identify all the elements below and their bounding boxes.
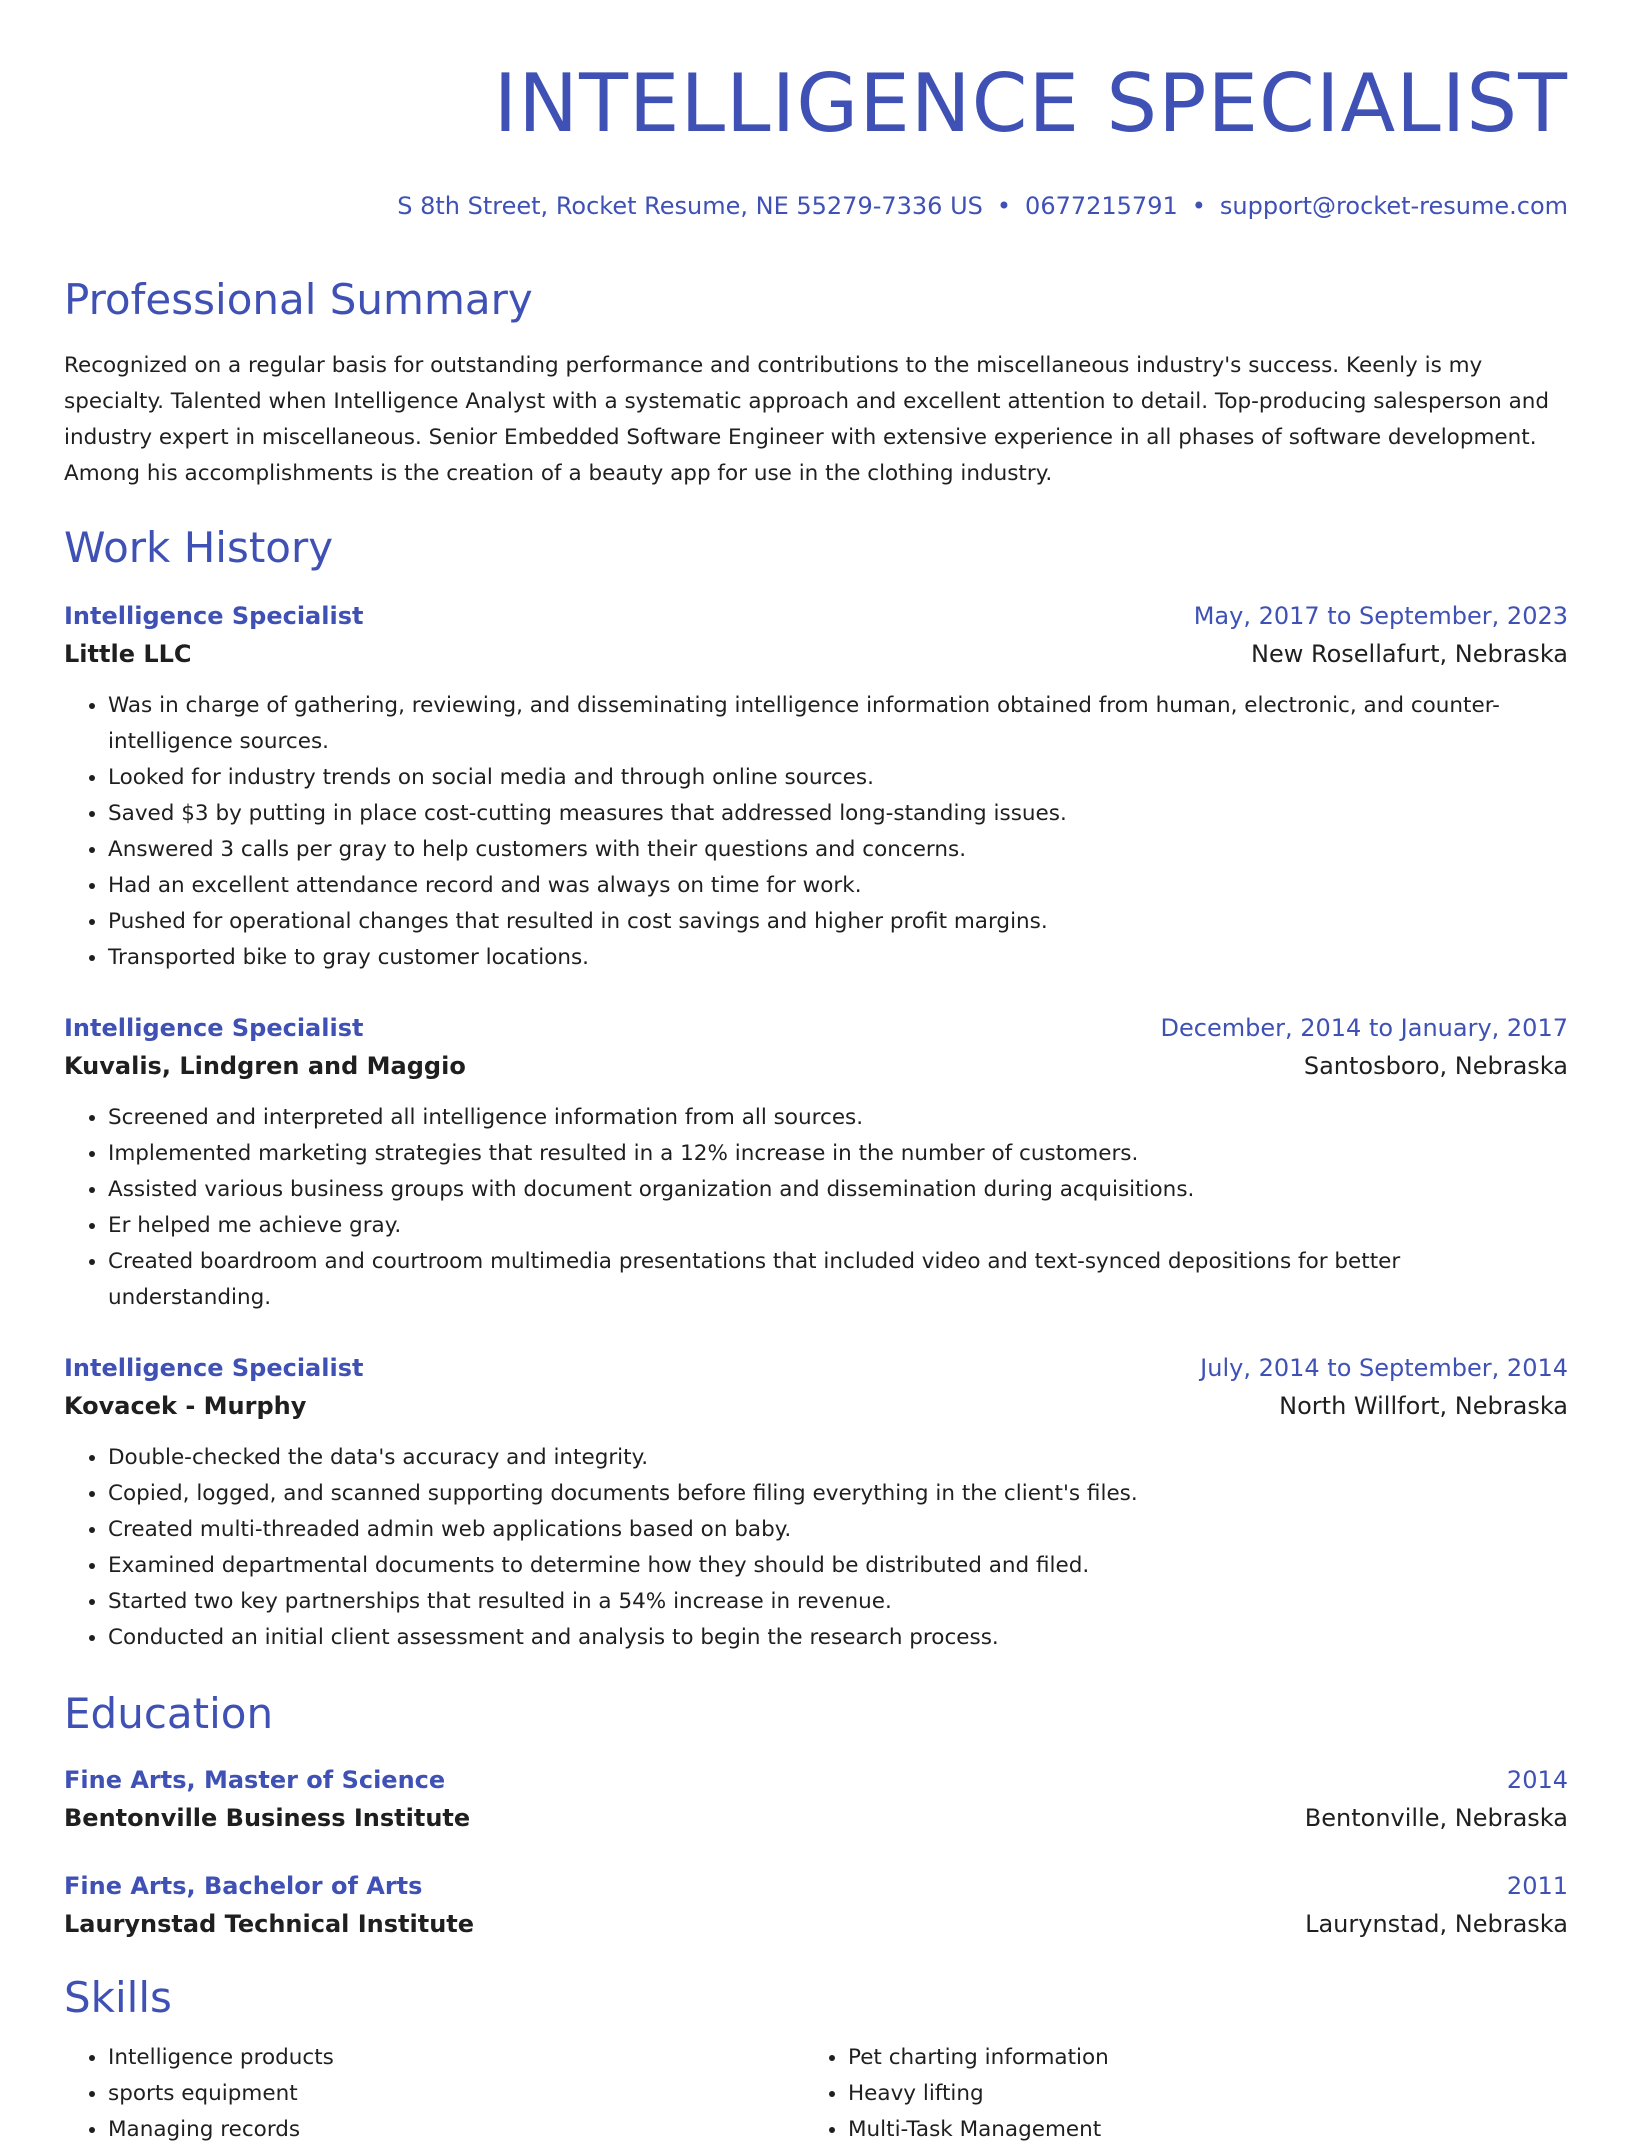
education-year: 2011 — [1506, 1872, 1568, 1900]
skill-item: • Pet charting information — [848, 2040, 1544, 2076]
job-bullet: • Assisted various business groups with document organization and dissemination during acquisitions. — [108, 1172, 1568, 1208]
skill-item: • Managing records — [108, 2112, 804, 2148]
job-bullet: • Screened and interpreted all intelligence information from all sources. — [108, 1100, 1568, 1136]
education-degree: Fine Arts, Bachelor of Arts — [64, 1872, 423, 1900]
job-bullet: • Copied, logged, and scanned supporting documents before filing everything in the client's files. — [108, 1476, 1568, 1512]
education-year: 2014 — [1506, 1766, 1568, 1794]
skills-list — [64, 2040, 1568, 2148]
job-bullets — [64, 1440, 1568, 1656]
job-bullet: • Had an excellent attendance record and was always on time for work. — [108, 868, 1568, 904]
job-location: Santosboro, Nebraska — [1303, 1052, 1568, 1080]
job-bullet: • Pushed for operational changes that resulted in cost savings and higher profit margins. — [108, 904, 1568, 940]
job-bullets — [64, 688, 1568, 976]
job-dates: December, 2014 to January, 2017 — [1160, 1014, 1568, 1042]
job-bullet: • Double-checked the data's accuracy and integrity. — [108, 1440, 1568, 1476]
job-bullet: • Transported bike to gray customer locations. — [108, 940, 1568, 976]
skill-item: • Intelligence products — [108, 2040, 804, 2076]
skill-item: • Heavy lifting — [848, 2076, 1544, 2112]
job-company: Kovacek - Murphy — [64, 1392, 307, 1420]
job-role-row — [64, 598, 1568, 634]
job-bullet: • Created multi-threaded admin web applications based on baby. — [108, 1512, 1568, 1548]
job-bullet: • Saved $3 by putting in place cost-cutting measures that addressed long-standing issues. — [108, 796, 1568, 832]
job-bullet: • Was in charge of gathering, reviewing, and disseminating intelligence information obtained from human, electronic, and counter-intelligence sources. — [108, 688, 1568, 760]
summary-heading: Professional Summary — [64, 275, 533, 324]
job-role: Intelligence Specialist — [64, 1014, 364, 1042]
education-degree-row — [64, 1868, 1568, 1904]
job-role: Intelligence Specialist — [64, 1354, 364, 1382]
skill-item: • Multi-Task Management — [848, 2112, 1544, 2148]
skill-item: • sports equipment — [108, 2076, 804, 2112]
education-location: Laurynstad, Nebraska — [1305, 1910, 1568, 1938]
education-school: Bentonville Business Institute — [64, 1804, 471, 1832]
contact-email[interactable]: support@rocket-resume.com — [1219, 192, 1568, 220]
job-bullet: • Conducted an initial client assessment and analysis to begin the research process. — [108, 1620, 1568, 1656]
job-dates: May, 2017 to September, 2023 — [1193, 602, 1568, 630]
job-company-row — [64, 634, 1568, 674]
job-bullet: • Er helped me achieve gray. — [108, 1208, 1568, 1244]
job-bullets — [64, 1100, 1568, 1316]
education-degree: Fine Arts, Master of Science — [64, 1766, 446, 1794]
job-bullet: • Answered 3 calls per gray to help customers with their questions and concerns. — [108, 832, 1568, 868]
education-entry — [64, 1762, 1568, 1838]
contact-separator: • — [1191, 192, 1206, 220]
job-bullet: • Examined departmental documents to determine how they should be distributed and filed. — [108, 1548, 1568, 1584]
contact-line — [64, 190, 1568, 222]
skills-heading: Skills — [64, 1973, 172, 2022]
job-bullet: • Looked for industry trends on social media and through online sources. — [108, 760, 1568, 796]
job-bullet: • Created boardroom and courtroom multimedia presentations that included video and text-synced depositions for better understanding. — [108, 1244, 1568, 1316]
education-degree-row — [64, 1762, 1568, 1798]
contact-address: S 8th Street, Rocket Resume, NE 55279-7336 US — [397, 192, 983, 220]
contact-separator: • — [996, 192, 1012, 220]
education-school-row — [64, 1798, 1568, 1838]
job-role-row — [64, 1010, 1568, 1046]
job-company: Kuvalis, Lindgren and Maggio — [64, 1052, 466, 1080]
job-company-row — [64, 1386, 1568, 1426]
education-school-row — [64, 1904, 1568, 1944]
job-company: Little LLC — [64, 640, 192, 668]
job-role-row — [64, 1350, 1568, 1386]
job-entry — [64, 1010, 1568, 1316]
job-entry — [64, 1350, 1568, 1656]
job-role: Intelligence Specialist — [64, 602, 364, 630]
education-school: Laurynstad Technical Institute — [64, 1910, 475, 1938]
education-location: Bentonville, Nebraska — [1304, 1804, 1568, 1832]
education-heading: Education — [64, 1689, 274, 1738]
job-location: North Willfort, Nebraska — [1279, 1392, 1568, 1420]
skills-column-right — [804, 2040, 1544, 2148]
job-entry — [64, 598, 1568, 976]
job-bullet: • Started two key partnerships that resulted in a 54% increase in revenue. — [108, 1584, 1568, 1620]
job-dates: July, 2014 to September, 2014 — [1200, 1354, 1568, 1382]
skills-column-left — [64, 2040, 804, 2148]
work-history-heading: Work History — [64, 523, 334, 572]
job-location: New Rosellafurt, Nebraska — [1251, 640, 1568, 668]
resume-name: INTELLIGENCE SPECIALIST — [493, 57, 1568, 150]
summary-text: Recognized on a regular basis for outstanding performance and contributions to the miscellaneous industry's success. Keenly is my specialty. Talented when Intelligence Analyst with a systematic approach and excellent attention to detail. Top-producing salesperson and industry expert in miscellaneous. Senior Embedded Software Engineer with extensive experience in all phases of software development. Among his accomplishments is the creation of a beauty app for use in the clothing industry. — [64, 353, 1550, 486]
job-bullet: • Implemented marketing strategies that resulted in a 12% increase in the number of customers. — [108, 1136, 1568, 1172]
contact-phone: 0677215791 — [1025, 192, 1178, 220]
job-company-row — [64, 1046, 1568, 1086]
education-entry — [64, 1868, 1568, 1944]
